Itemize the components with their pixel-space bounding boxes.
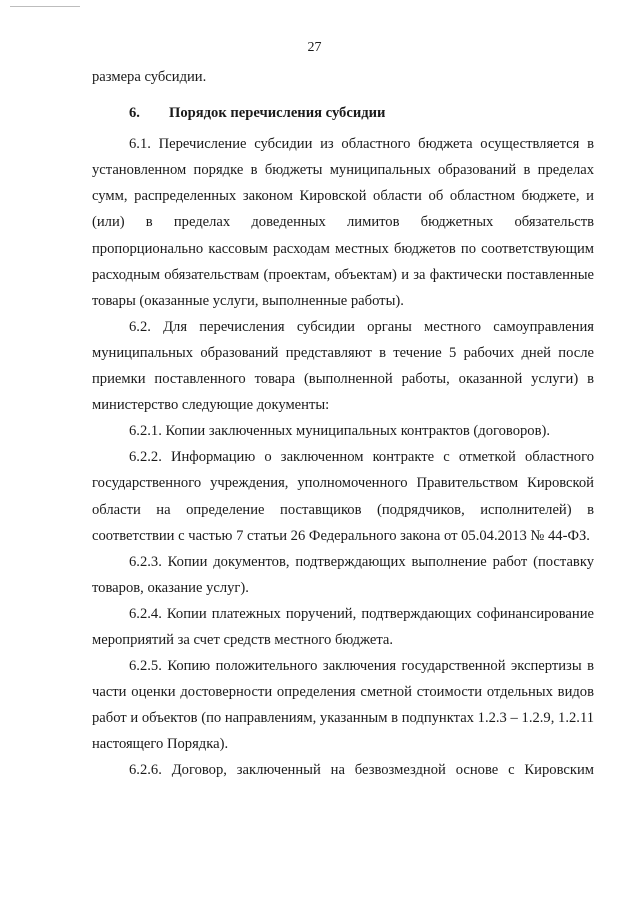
lead-line: размера субсидии. [92, 69, 207, 85]
paragraph-6-2: 6.2. Для перечисления субсидии органы местного самоуправления муниципальных образований представляют в течение 5 рабочих дней после приемки поставленного товара (выполненной работы, оказанной услуги) в министерство следующие документы: [92, 318, 594, 414]
section-heading [92, 100, 594, 126]
section-number: 6. [129, 105, 140, 122]
paragraph-6-2-2: 6.2.2. Информацию о заключенном контракте с отметкой областного государственного учреждения, уполномоченного Правительством Кировской области на определение поставщиков (подрядчиков, исполнителей) в соответствии с частью 7 статьи 26 Федерального закона от 05.04.2013 № 44-ФЗ. [92, 449, 594, 544]
paragraph-6-1: 6.1. Перечисление субсидии из областного бюджета осуществляется в установленном порядке в бюджеты муниципальных образований в пределах сумм, распределенных законом Кировской области об областном бюджете, и (или) в пределах доведенных лимитов бюджетных обязательств пропорционально кассовым расходам местных бюджетов по соответствующим расходным обязательствам (проектам, объектам) и за фактически поставленные товары (оказанные услуги, выполненные работы). [92, 136, 594, 309]
paragraph-6-2-6: 6.2.6. Договор, заключенный на безвозмездной основе с Кировским [129, 762, 594, 779]
paragraph-6-2-3: 6.2.3. Копии документов, подтверждающих выполнение работ (поставку товаров, оказание услуг). [92, 553, 594, 596]
document-body [92, 64, 594, 784]
paragraph-6-2-5: 6.2.5. Копию положительного заключения государственной экспертизы в части оценки достоверности определения сметной стоимости отдельных видов работ и объектов (по направлениям, указанным в подпунктах 1.2.3 – 1.2.9, 1.2.11 настоящего Порядка). [92, 658, 594, 753]
paragraph-6-2-4: 6.2.4. Копии платежных поручений, подтверждающих софинансирование мероприятий за счет средств местного бюджета. [92, 605, 594, 648]
section-title: Порядок перечисления субсидии [169, 105, 386, 122]
paragraph-6-2-1: 6.2.1. Копии заключенных муниципальных контрактов (договоров). [129, 423, 550, 440]
top-rule [10, 6, 80, 7]
page-number: 27 [307, 40, 322, 55]
